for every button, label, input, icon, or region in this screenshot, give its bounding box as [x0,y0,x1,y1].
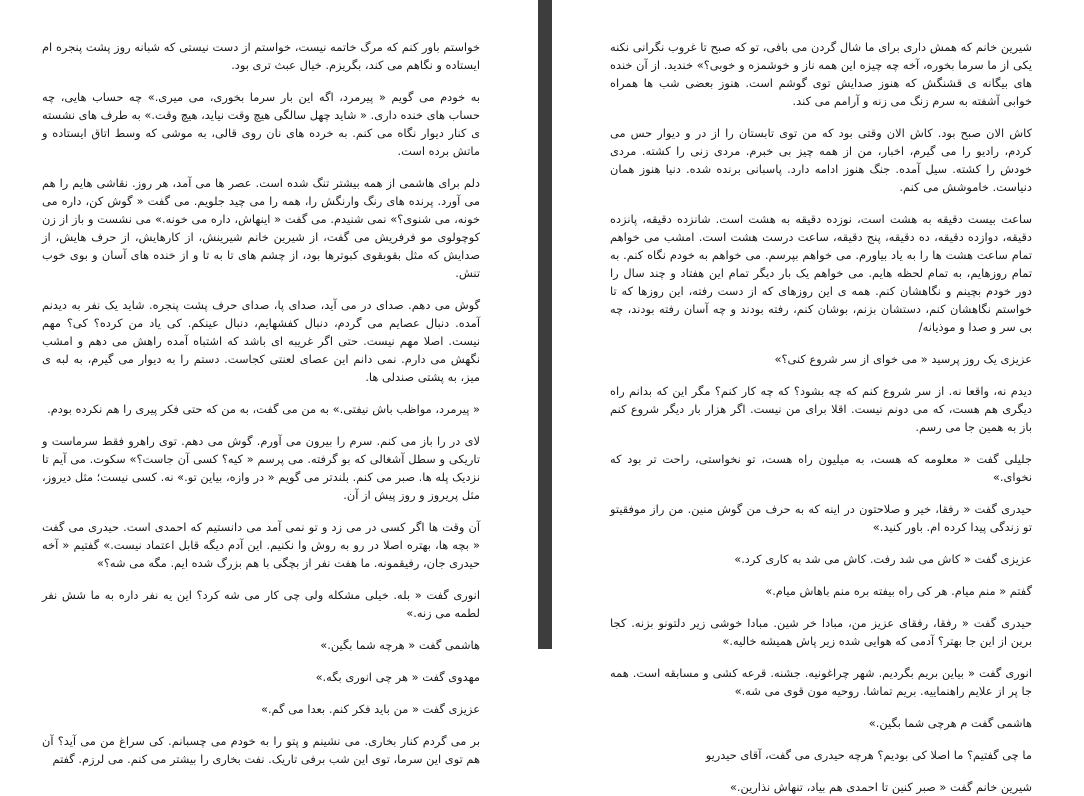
paragraph: کاش الان صبح بود. کاش الان وقتی بود که من توی تابستان را از در و دیوار حس می کردم، رادیو را می گیرم، اخبار، من از همه چیز بی خبرم. مردی زنی را کشته. مردی خودش را کشته. سیل آمده. جنگ هنوز ادامه دارد. پاسبانی برنده شده. دنیا هنوز همان دنیاست. خاموشش می کنم. [610,126,1032,194]
paragraph: ما چی گفتیم؟ ما اصلا کی بودیم؟ هرچه حیدری می گفت، آقای حیدریو [705,748,1032,762]
paragraph: گوش می دهم. صدای در می آید، صدای پا، صدای حرف پشت پنجره. شاید یک نفر به دیدنم آمده. دنبال عصایم می گردم، دنبال کفشهایم، دنبال عینکم. کی یاد من کرده؟ کی؟ مهم نیست. اصلا مهم نیست. حتی اگر غریبه ای باشد که اشتباه آمده راهش می دهم و امشب نگهش می دارم. نمی دانم این عصای لعنتی کجاست. دستم را به دیوار می گیرم، به لبه ی میز، به پشتی صندلی ها. [42,298,480,384]
paragraph: شیرین خانم که همش داری برای ما شال گردن می بافی، تو که صبح تا غروب نگرانی نکنه یکی از ما سرما بخوره، آخه چه چیزه این همه ناز و خوشمزه و خوبی؟» خندید. از آن خنده های بیگانه ی قشنگش که هنوز صدایش توی گوشم است. هنوز بعضی شب ها همراه خوابی آشفته به سرم زنگ می زنه و آرامم می کند. [610,40,1032,108]
paragraph: عزیزی گفت « کاش می شد رفت. کاش می شد به کاری کرد.» [734,552,1032,566]
left-page [0,0,538,766]
paragraph: هاشمی گفت م هرچی شما بگین.» [868,716,1032,730]
paragraph: گفتم « منم میام. هر کی راه بیفته بره منم باهاش میام.» [765,584,1032,598]
right-page [552,0,1084,794]
paragraph: لای در را باز می کنم. سرم را بیرون می آورم. گوش می دهم. توی راهرو فقط سرماست و تاریکی و سطل آشغالی که بو گرفته. می پرسم « کیه؟ کسی آن جاست؟» سکوت. می آیم تا نزدیک پله ها. صبر می کنم. بلندتر می گویم « در وازه، بیاین تو.» نه. کسی نیست؛ مثل دیروز، مثل پریروز و روز پیش از آن. [42,434,480,502]
paragraph: عزیزی گفت « من باید فکر کنم. بعدا می گم.» [260,702,480,716]
paragraph: جلیلی گفت « معلومه که هست، به میلیون راه هست، تو نخواستی، راحت تر بود که نخوای.» [610,452,1032,484]
paragraph: خواستم باور کنم که مرگ خاتمه نیست، خواستم از دست نیستی که شبانه روز پشت پنجره ام ایستاده و نگاهم می کند، بگریزم. خیال عبث تری بود. [42,40,480,72]
paragraph: عزیزی یک روز پرسید « می خوای از سر شروع کنی؟» [774,352,1032,366]
page-divider [538,0,552,649]
paragraph: « پیرمرد، مواظب باش نیفتی.» به من می گفت، به من که حتی فکر پیری را هم نکرده بودم. [47,402,480,416]
paragraph: ساعت بیست دقیقه به هشت است، نوزده دقیقه به هشت است. شانزده دقیقه، پانزده دقیقه، دوازده دقیقه، ده دقیقه، پنج دقیقه، ساعت درست هشت است. امشب می خواهم تمام ساعت هشت ها را به یاد بیاورم. می خواهم بپرسم. می خواهم به خودم نگاه کنم. به تمام روزهایم، به تمام لحظه هایم. می خواهم یک بار دیگر تمام این هفتاد و چند سال را دور خودم بچینم و نگاهشان کنم. همه ی این روزهای که از دست رفته، این روزها که تا خواستم نگاهشان کنم، دستشان بزنم، بوشان کنم، رفته بودند و چه آسان رفته بودند، چه بی سر و صدا و موذیانه/ [610,212,1032,334]
paragraph: انوری گفت « بله. خیلی مشکله ولی چی کار می شه کرد؟ این یه نفر داره به ما شش نفر لطمه می زنه.» [42,588,480,620]
paragraph: هاشمی گفت « هرچه شما بگین.» [320,638,480,652]
paragraph: حیدری گفت « رفقا، رفقای عزیز من، مبادا خر شین. مبادا خوشی زیر دلتونو بزنه. کجا برین از این جا بهتر؟ آدمی که هوایی شده زیر پاش همیشه خالیه.» [610,616,1032,648]
paragraph: مهدوی گفت « هر چی انوری بگه.» [315,670,480,684]
paragraph: انوری گفت « بیاین بریم بگردیم. شهر چراغونیه. جشنه. قرعه کشی و مسابقه است. همه جا پر از علایم راهنماییه. بریم تماشا. روحیه مون قوی می شه.» [610,666,1032,698]
paragraph: شیرین خانم گفت « صبر کنین تا احمدی هم بیاد، تنهاش نذارین.» [729,780,1032,794]
paragraph: بر می گردم کنار بخاری. می نشینم و پتو را به خودم می چسبانم. کی سراغ من می آید؟ آن هم توی این سرما، توی این شب برفی تاریک. نفت بخاری را بیشتر می کنم. می لرزم. گفتم [42,734,480,766]
paragraph: آن وقت ها اگر کسی در می زد و تو نمی آمد می دانستیم که احمدی است. حیدری می گفت « بچه ها، بهتره اصلا در رو به روش وا نکنیم. این آدم دیگه قابل اعتماد نیست.» گفتیم « آخه حیدری جان، رفیقمونه. ما هفت نفر از بچگی با هم بزرگ شده ایم. مگه می شه؟» [42,520,480,570]
paragraph: دیدم نه، واقعا نه. از سر شروع کنم که چه بشود؟ که چه کار کنم؟ مگر این که بدانم راه دیگری هم هست، که می دونم نیست. اقلا برای من نیست. اگر هزار بار دیگر شروع کنم باز به همین جا می رسم. [610,384,1032,434]
paragraph: به خودم می گویم « پیرمرد، اگه این بار سرما بخوری، می میری.» چه حساب هایی، چه حساب های خنده داری. « شاید چهل سالگی هیچ وقت نیاید، هیچ وقت.» به طرف های نشسته ی کنار دیوار نگاه می کنم. به خرده های نان روی قالی، به موشی که وسط اتاق ایستاده و ماتش برده است. [42,90,480,158]
paragraph: دلم برای هاشمی از همه بیشتر تنگ شده است. عصر ها می آمد، هر روز. نقاشی هایم را هم می آورد. پرنده های رنگ وارنگش را، همه را می چید جلویم. می گفت « گوش کن، داره می خونه، می شنوی؟» نمی شنیدم. می گفت « اینهاش، داره می خونه.» می نشست و باز از زن کوچولوی مو فرفریش می گفت، از شیرین خانم شیرینش، از کارهایش، از حرف هایش، از صدایش که مثل بقوبقوی کبوترها بود، از چشم های تا به تا و از خنده های آسان و بوی خوب تنش. [42,176,480,280]
paragraph: حیدری گفت « رفقا، خیر و صلاحتون در اینه که به حرف من گوش منین. من راز موفقیتو تو زندگی پیدا کرده ام. باور کنید.» [610,502,1032,534]
